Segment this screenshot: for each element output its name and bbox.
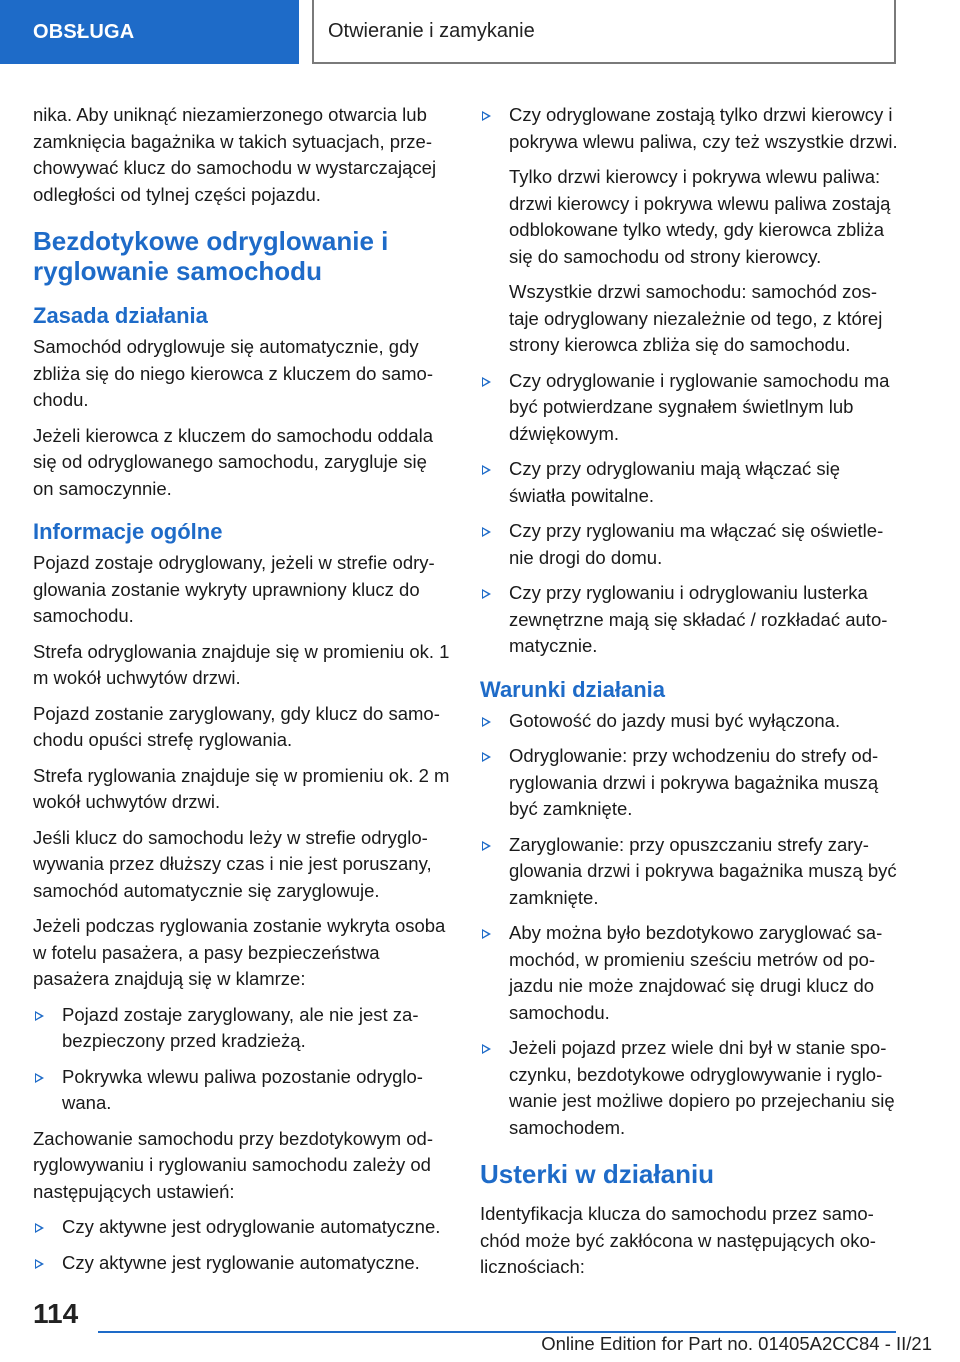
list-item: Zaryglowanie: przy opuszczaniu strefy zaryglowania drzwi i pokrywa bagażnika muszą być zamknięte. bbox=[480, 832, 898, 912]
triangle-bullet-icon bbox=[482, 752, 491, 762]
heading-faults: Usterki w działaniu bbox=[480, 1159, 715, 1189]
paragraph: Samochód odryglowuje się automatycznie, gdy zbliża się do niego kierowca z kluczem do samochodu. bbox=[33, 336, 433, 410]
paragraph: Jeśli klucz do samochodu leży w strefie odryglowywania przez dłuższy czas i nie jest poruszany, samochód automatycznie się zaryglowuje. bbox=[33, 826, 432, 901]
right-column bbox=[480, 102, 898, 1290]
list-item: Czy przy ryglowaniu i odryglowaniu lusterka zewnętrzne mają się składać / rozkładać automatycznie. bbox=[480, 580, 898, 660]
bullet-list bbox=[33, 1214, 451, 1276]
triangle-bullet-icon bbox=[482, 111, 491, 121]
triangle-bullet-icon bbox=[482, 841, 491, 851]
list-item: Czy odryglowane zostają tylko drzwi kierowcy i pokrywa wlewu paliwa, czy też wszystkie drzwi. bbox=[480, 102, 898, 155]
triangle-bullet-icon bbox=[482, 717, 491, 727]
heading-conditions: Warunki działania bbox=[480, 676, 666, 702]
triangle-bullet-icon bbox=[482, 527, 491, 537]
paragraph: Strefa odryglowania znajduje się w promieniu ok. 1 m wokół uchwytów drzwi. bbox=[33, 640, 450, 688]
heading-principle: Zasada działania bbox=[33, 303, 208, 328]
triangle-bullet-icon bbox=[35, 1011, 44, 1021]
triangle-bullet-icon bbox=[35, 1073, 44, 1083]
chapter-title: Otwieranie i zamykanie bbox=[328, 19, 535, 42]
page-number: 114 bbox=[33, 1298, 79, 1329]
bullet-list bbox=[480, 102, 898, 155]
bullet-list bbox=[480, 708, 898, 1142]
paragraph: Zachowanie samochodu przy bezdotykowym odryglowywaniu i ryglowaniu samochodu zależy od następujących ustawień: bbox=[33, 1127, 434, 1202]
paragraph: Strefa ryglowania znajduje się w promieniu ok. 2 m wokół uchwytów drzwi. bbox=[33, 764, 450, 812]
list-item: Czy odryglowanie i ryglowanie samochodu ma być potwierdzane sygnałem świetlnym lub dźwiękowym. bbox=[480, 368, 898, 448]
list-item: Pojazd zostaje zaryglowany, ale nie jest zabezpieczony przed kradzieżą. bbox=[33, 1002, 451, 1055]
paragraph: Jeżeli kierowca z kluczem do samochodu oddala się od odryglowanego samochodu, zarygluje się on samoczynnie. bbox=[33, 424, 434, 499]
list-item: Czy przy odryglowaniu mają włączać się światła powitalne. bbox=[480, 456, 898, 509]
paragraph: Jeżeli podczas ryglowania zostanie wykryta osoba w fotelu pasażera, a pasy bezpieczeństwa pasażera znajdują się w klamrze: bbox=[33, 915, 446, 989]
triangle-bullet-icon bbox=[35, 1259, 44, 1269]
triangle-bullet-icon bbox=[482, 377, 491, 387]
list-item: Aby można było bezdotykowo zaryglować samochód, w promieniu sześciu metrów od pojazdu nie może znajdować się drugi klucz do samochodu. bbox=[480, 920, 898, 1026]
triangle-bullet-icon bbox=[482, 929, 491, 939]
list-item: Gotowość do jazdy musi być wyłączona. bbox=[480, 708, 898, 735]
list-item: Czy aktywne jest ryglowanie automatyczne. bbox=[33, 1250, 451, 1277]
paragraph: Identyfikacja klucza do samochodu przez samochód może być zakłócona w następujących okolicznościach: bbox=[480, 1203, 876, 1277]
edition-note: Online Edition for Part no. 01405A2CC84 - II/21 bbox=[541, 1333, 932, 1354]
sub-paragraph: Tylko drzwi kierowcy i pokrywa wlewu paliwa: drzwi kierowcy i pokrywa wlewu paliwa zostają odblokowane tylko wtedy, gdy kierowca zbliża się do samochodu od strony kierowcy. bbox=[509, 166, 891, 267]
section-tab bbox=[0, 0, 299, 64]
list-item: Pokrywka wlewu paliwa pozostanie odryglowana. bbox=[33, 1064, 451, 1117]
sub-paragraph: Wszystkie drzwi samochodu: samochód zostaje odryglowany niezależnie od tego, z której strony kierowca zbliża się do samochodu. bbox=[509, 281, 883, 355]
list-item: Czy aktywne jest odryglowanie automatyczne. bbox=[33, 1214, 451, 1241]
list-item: Czy przy ryglowaniu ma włączać się oświetlenie drogi do domu. bbox=[480, 518, 898, 571]
heading-keyless-entry: Bezdotykowe odryglowanie i ryglowanie samochodu bbox=[33, 226, 389, 286]
triangle-bullet-icon bbox=[482, 589, 491, 599]
chapter-tab bbox=[312, 0, 896, 64]
left-column bbox=[33, 102, 451, 1285]
paragraph: Pojazd zostaje odryglowany, jeżeli w strefie odryglowania zostanie wykryty uprawniony klucz do samochodu. bbox=[33, 552, 435, 626]
intro-paragraph: nika. Aby uniknąć niezamierzonego otwarcia lub zamknięcia bagażnika w takich sytuacjach, przechowywać klucz do samochodu w wystarczającej odległości od tylnej części pojazdu. bbox=[33, 104, 437, 205]
heading-general-info: Informacje ogólne bbox=[33, 519, 223, 544]
list-item: Jeżeli pojazd przez wiele dni był w stanie spoczynku, bezdotykowe odryglowywanie i ryglowanie jest możliwe dopiero po przejechaniu się samochodem. bbox=[480, 1035, 898, 1141]
section-title: OBSŁUGA bbox=[33, 20, 135, 43]
bullet-list bbox=[33, 1002, 451, 1117]
triangle-bullet-icon bbox=[482, 1044, 491, 1054]
bullet-list bbox=[480, 368, 898, 660]
triangle-bullet-icon bbox=[35, 1223, 44, 1233]
triangle-bullet-icon bbox=[482, 465, 491, 475]
paragraph: Pojazd zostanie zaryglowany, gdy klucz do samochodu opuści strefę ryglowania. bbox=[33, 702, 440, 750]
list-item: Odryglowanie: przy wchodzeniu do strefy odryglowania drzwi i pokrywa bagażnika muszą być zamknięte. bbox=[480, 743, 898, 823]
